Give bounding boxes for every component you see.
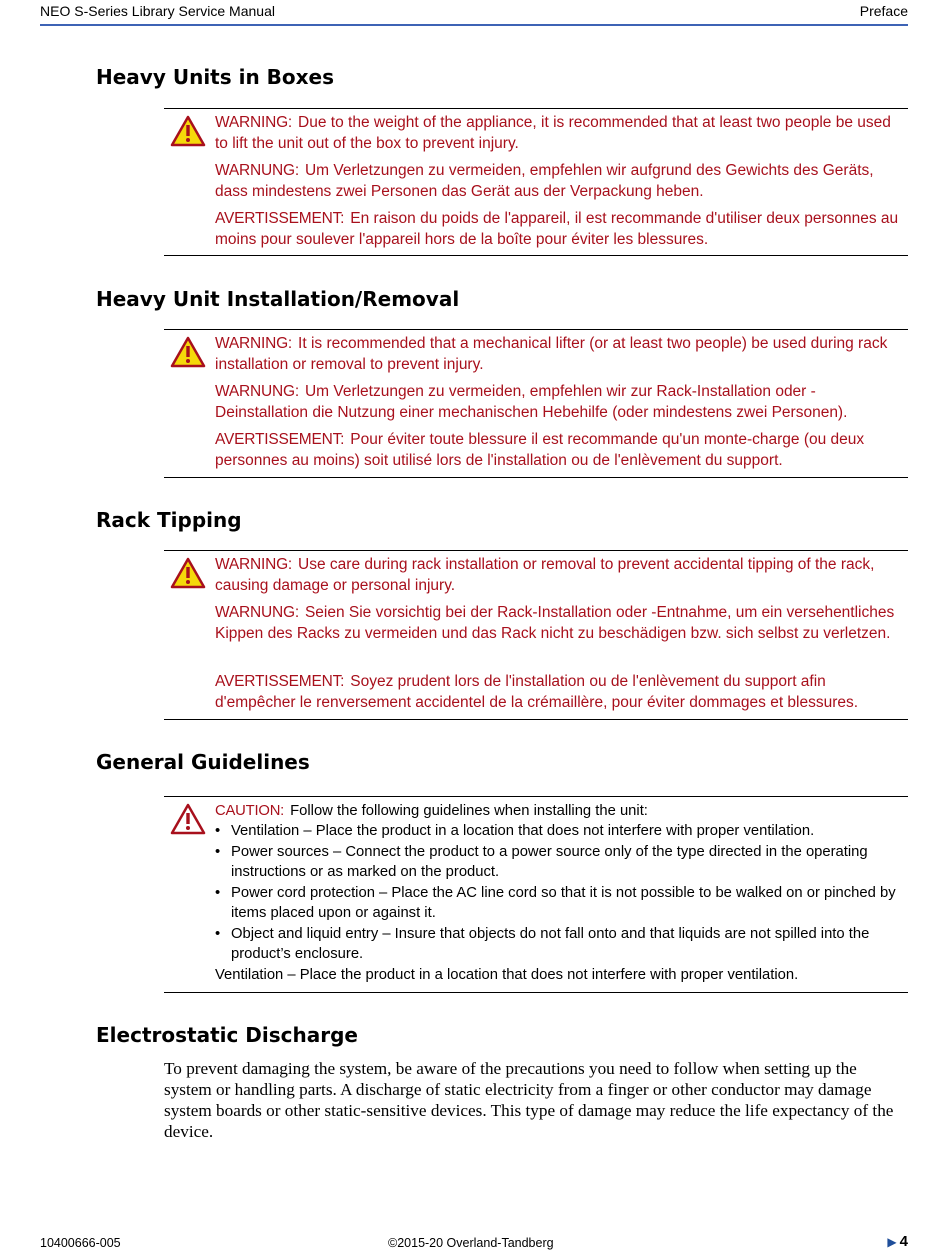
warning-paragraph-fr: AVERTISSEMENT: En raison du poids de l'appareil, il est recommande d'utiliser deux personnes au moins pour soulever l'appareil hors de la boîte pour éviter les blessures. xyxy=(215,210,899,248)
warning-paragraph-en: WARNING: Use care during rack installation or removal to prevent accidental tipping of the rack, causing damage or personal injury. xyxy=(215,556,875,594)
list-item: • Ventilation – Place the product in a location that does not interfere with proper ventilation. xyxy=(215,823,815,839)
warning-paragraph-en: WARNING: Due to the weight of the appliance, it is recommended that at least two people be used to lift the unit out of the box to prevent injury. xyxy=(215,114,891,152)
copyright: ©2015-20 Overland-Tandberg xyxy=(388,1236,554,1250)
page-number: 4 xyxy=(899,1233,908,1250)
section-title-rack-tipping: Rack Tipping xyxy=(96,508,242,532)
page-number-area xyxy=(887,1233,908,1250)
warning-box-heavy-units xyxy=(164,108,908,256)
section-title-esd: Electrostatic Discharge xyxy=(96,1023,358,1047)
warning-paragraph-fr: AVERTISSEMENT: Soyez prudent lors de l'installation ou de l'enlèvement du support afin d'empêcher le renversement accidentel de la crémaillère, pour éviter dommages et blessures. xyxy=(215,673,859,711)
list-item: • Power cord protection – Place the AC line cord so that it is not possible to be walked on or pinched by items placed upon or against it. xyxy=(215,884,896,921)
esd-paragraph: To prevent damaging the system, be aware of the precautions you need to follow when setting up the system or handling parts. A discharge of static electricity from a finger or other conductor may damage system boards or other static-sensitive devices. This type of damage may reduce the life expectancy of the device. xyxy=(164,1059,894,1141)
section-title-installation: Heavy Unit Installation/Removal xyxy=(96,287,460,311)
warning-paragraph-fr: AVERTISSEMENT: Pour éviter toute blessure il est recommande qu'un monte-charge (ou deux personnes au moins) soit utilisé lors de l'installation ou de l'enlèvement du support. xyxy=(215,431,865,469)
document-number: 10400666-005 xyxy=(40,1236,121,1250)
warning-paragraph-de: WARNUNG: Um Verletzungen zu vermeiden, empfehlen wir aufgrund des Gewichts des Geräts, dass mindestens zwei Personen das Gerät aus der Verpackung heben. xyxy=(215,162,874,200)
warning-box-installation xyxy=(164,329,908,478)
warning-paragraph-en: WARNING: It is recommended that a mechanical lifter (or at least two people) be used during rack installation or removal to prevent injury. xyxy=(215,335,888,373)
warning-paragraph-de: WARNUNG: Seien Sie vorsichtig bei der Rack-Installation oder -Entnahme, um ein versehentliches Kippen des Racks zu vermeiden und das Rack nicht zu beschädigen bzw. sich selbst zu verletzen. xyxy=(215,604,895,642)
list-item: • Power sources – Connect the product to a power source only of the type directed in the operating instructions or as marked on the product. xyxy=(215,843,868,880)
guidelines-list xyxy=(215,821,905,965)
section-title-guidelines: General Guidelines xyxy=(96,750,310,774)
warning-box-rack-tipping xyxy=(164,550,908,720)
play-triangle-icon: ▶ xyxy=(887,1235,897,1249)
warning-triangle-icon xyxy=(170,336,206,368)
caution-box-guidelines xyxy=(164,796,908,993)
manual-title: NEO S-Series Library Service Manual xyxy=(40,3,275,19)
warning-triangle-icon xyxy=(170,115,206,147)
warning-triangle-icon xyxy=(170,557,206,589)
list-item: • Object and liquid entry – Insure that objects do not fall onto and that liquids are not spilled into the product’s enclosure. xyxy=(215,925,870,962)
section-title-heavy-units: Heavy Units in Boxes xyxy=(96,65,335,89)
warning-paragraph-de: WARNUNG: Um Verletzungen zu vermeiden, empfehlen wir zur Rack-Installation oder -Deinstallation die Nutzung einer mechanischen Hebehilfe (oder mindestens zwei Personen). xyxy=(215,383,848,421)
caution-triangle-icon xyxy=(170,803,206,835)
closing-guideline: Ventilation – Place the product in a location that does not interfere with proper ventilation. xyxy=(215,967,799,983)
section-name: Preface xyxy=(859,3,908,19)
page-header xyxy=(40,0,908,26)
caution-paragraph: CAUTION: Follow the following guidelines when installing the unit: xyxy=(215,803,648,819)
